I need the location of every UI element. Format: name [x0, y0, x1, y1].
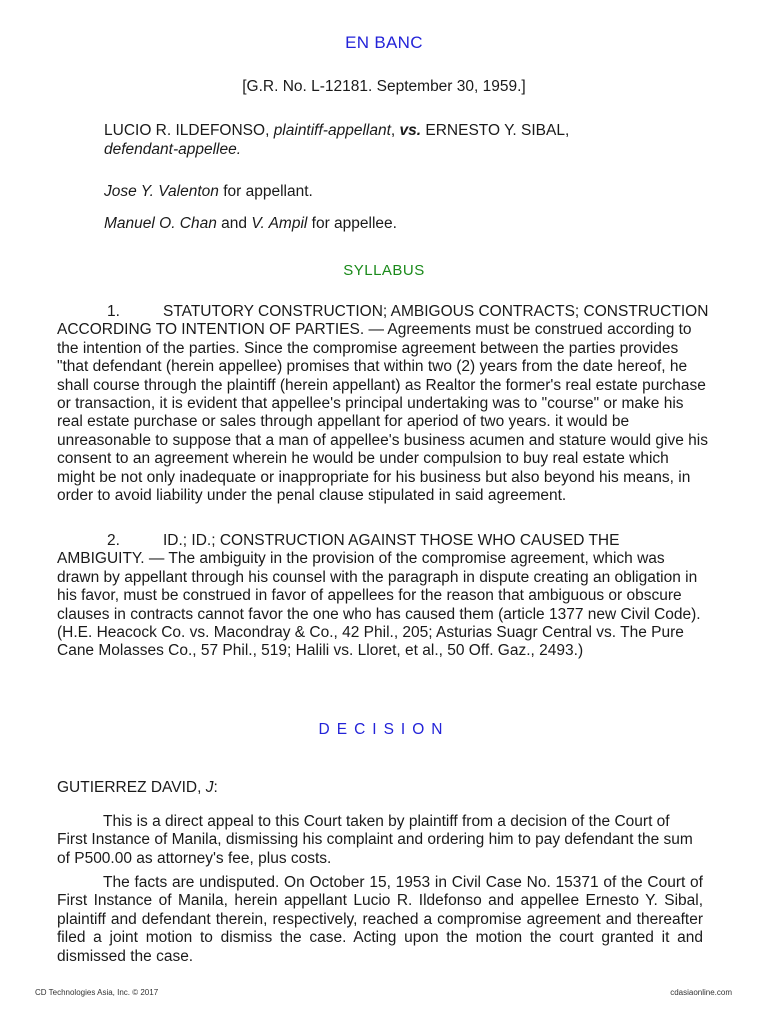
plaintiff-role: plaintiff-appellant: [273, 122, 391, 139]
appellee-lawyer-1: Manuel O. Chan: [104, 215, 217, 232]
syllabus-item-text: STATUTORY CONSTRUCTION; AMBIGOUS CONTRACTS; CONSTRUCTION ACCORDING TO INTENTION OF PARTIES. — Agreements must be construed according to the intention of the parties. Since the compromise agreement between the parties provides "that defendant (herein appellee) promises that within two (2) years from the date hereof, he shall course through the plaintiff (herein appellant) as Realtor the former's real estate purchase or transaction, it is evident that appellee's principal undertaking was to "course" or make his real estate purchase or sales through appellant for aperiod of two years. it would be unreasonable to suppose that a man of appellee's business acumen and stature would give his consent to an agreement wherein he would be under compulsion to buy real estate which might be not only inadequate or inappropriate for his business but also beyond his means, in order to avoid liability under the penal clause stipulated in said agreement.: [57, 303, 709, 505]
appellant-counsel-suffix: for appellant.: [218, 183, 313, 200]
ponente: [57, 779, 218, 797]
appellee-lawyer-2: V. Ampil: [251, 215, 308, 232]
syllabus-item-1: [57, 303, 709, 505]
versus-label: vs.: [399, 122, 422, 139]
appellant-lawyer: Jose Y. Valenton: [104, 183, 219, 200]
decision-heading: DECISION: [318, 721, 450, 738]
ponente-name: GUTIERREZ DAVID,: [57, 779, 202, 796]
court-heading: EN BANC: [345, 33, 423, 52]
syllabus-item-number: 1.: [107, 303, 120, 320]
syllabus-item-2: [57, 532, 709, 661]
defendant-role: defendant-appellee.: [104, 141, 242, 158]
case-parties: LUCIO R. ILDEFONSO, plaintiff-appellant, vs. ERNESTO Y. SIBAL, defendant-appellee.: [104, 122, 570, 158]
footer-website: cdasiaonline.com: [670, 988, 732, 997]
decision-paragraph-2: The facts are undisputed. On October 15, 1953 in Civil Case No. 15371 of the Court of First Instance of Manila, herein appellant Lucio R. Ildefonso and appellee Ernesto Y. Sibal, plaintiff and defendant therein, respectively, reached a compromise agreement and thereafter filed a joint motion to dismiss the case. Acting upon the motion the court granted it and dismissed the case.: [57, 874, 703, 965]
appellant-counsel: [104, 183, 313, 201]
syllabus-heading: SYLLABUS: [343, 262, 425, 279]
footer-copyright: CD Technologies Asia, Inc. © 2017: [35, 988, 159, 997]
appellee-and: and: [216, 215, 252, 232]
syllabus-item-text: ID.; ID.; CONSTRUCTION AGAINST THOSE WHO CAUSED THE AMBIGUITY. — The ambiguity in the provision of the compromise agreement, which was drawn by appellant through his counsel with the paragraph in dispute creating an obligation in his favor, must be construed in favor of appellees for the reason that ambiguous or obscure clauses in contracts cannot favor the one who has caused them (article 1377 new Civil Code). (H.E. Heacock Co. vs. Macondray & Co., 42 Phil., 205; Asturias Suagr Central vs. The Pure Cane Molasses Co., 57 Phil., 519; Halili vs. Lloret, et al., 50 Off. Gaz., 2493.): [57, 532, 701, 660]
defendant-name: ERNESTO Y. SIBAL: [425, 122, 565, 139]
appellee-counsel-suffix: for appellee.: [307, 215, 397, 232]
ponente-title: J: [205, 779, 214, 796]
syllabus-item-number: 2.: [107, 532, 120, 549]
case-number: [G.R. No. L-12181. September 30, 1959.]: [242, 78, 526, 95]
appellee-counsel: [104, 215, 397, 233]
ponente-colon: :: [213, 779, 218, 796]
plaintiff-name: LUCIO R. ILDEFONSO: [104, 122, 266, 139]
decision-paragraph-1: This is a direct appeal to this Court taken by plaintiff from a decision of the Court of First Instance of Manila, dismissing his complaint and ordering him to pay defendant the sum of P500.00 as attorney's fee, plus costs.: [57, 813, 693, 867]
